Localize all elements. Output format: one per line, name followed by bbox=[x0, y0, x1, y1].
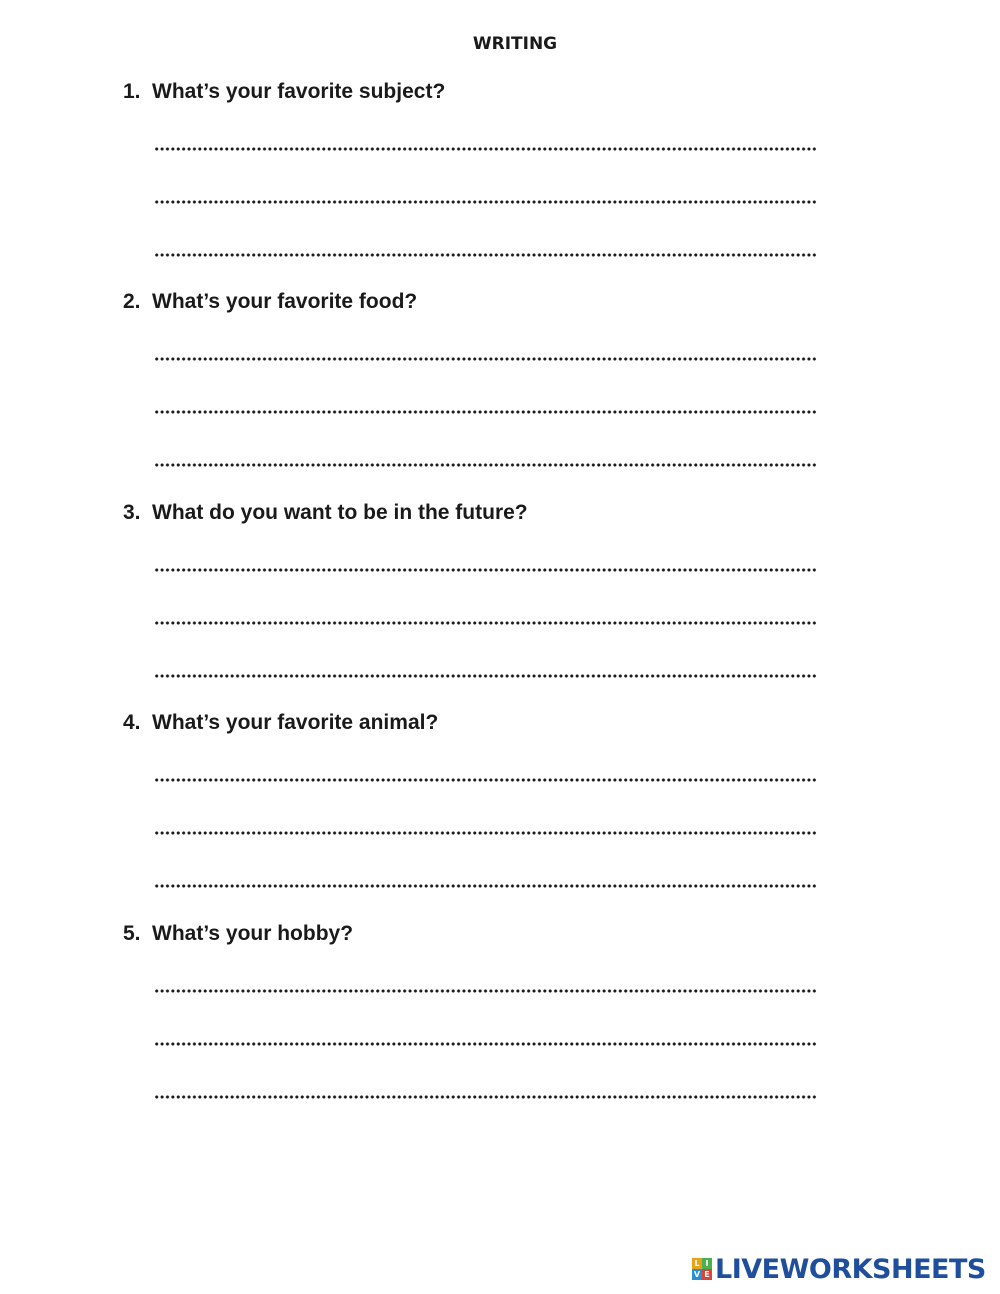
question-number: 2. bbox=[123, 290, 141, 313]
question-4 bbox=[123, 711, 438, 735]
question-number: 3. bbox=[123, 501, 141, 524]
question-text: What’s your hobby? bbox=[152, 922, 354, 945]
answer-line-1-3[interactable] bbox=[154, 253, 816, 257]
answer-line-3-3[interactable] bbox=[154, 674, 816, 678]
answer-line-3-1[interactable] bbox=[154, 568, 816, 572]
question-3 bbox=[123, 501, 528, 525]
question-1 bbox=[123, 80, 445, 104]
answer-line-1-1[interactable] bbox=[154, 147, 816, 151]
question-2 bbox=[123, 290, 417, 314]
answer-line-5-1[interactable] bbox=[154, 989, 816, 993]
answer-line-2-2[interactable] bbox=[154, 410, 816, 414]
answer-line-5-2[interactable] bbox=[154, 1042, 816, 1046]
liveworksheets-icon bbox=[692, 1258, 712, 1280]
question-text: What’s your favorite animal? bbox=[152, 711, 439, 734]
logo-letter: I bbox=[702, 1258, 712, 1269]
liveworksheets-wordmark: LIVEWORKSHEETS bbox=[715, 1253, 986, 1285]
answer-line-2-1[interactable] bbox=[154, 357, 816, 361]
question-text: What’s your favorite food? bbox=[152, 290, 418, 313]
logo-letter: L bbox=[692, 1258, 702, 1269]
liveworksheets-logo bbox=[692, 1254, 986, 1284]
question-5 bbox=[123, 922, 353, 946]
logo-letter: E bbox=[702, 1269, 712, 1280]
answer-line-5-3[interactable] bbox=[154, 1095, 816, 1099]
question-number: 5. bbox=[123, 922, 141, 945]
answer-line-1-2[interactable] bbox=[154, 200, 816, 204]
logo-letter: V bbox=[693, 1270, 701, 1279]
answer-line-4-2[interactable] bbox=[154, 831, 816, 835]
question-text: What’s your favorite subject? bbox=[152, 80, 446, 103]
answer-line-4-3[interactable] bbox=[154, 884, 816, 888]
question-text: What do you want to be in the future? bbox=[152, 501, 528, 524]
answer-line-3-2[interactable] bbox=[154, 621, 816, 625]
question-number: 1. bbox=[123, 80, 141, 103]
question-number: 4. bbox=[123, 711, 141, 734]
answer-line-2-3[interactable] bbox=[154, 463, 816, 467]
worksheet-title: WRITING bbox=[472, 34, 558, 54]
answer-line-4-1[interactable] bbox=[154, 778, 816, 782]
